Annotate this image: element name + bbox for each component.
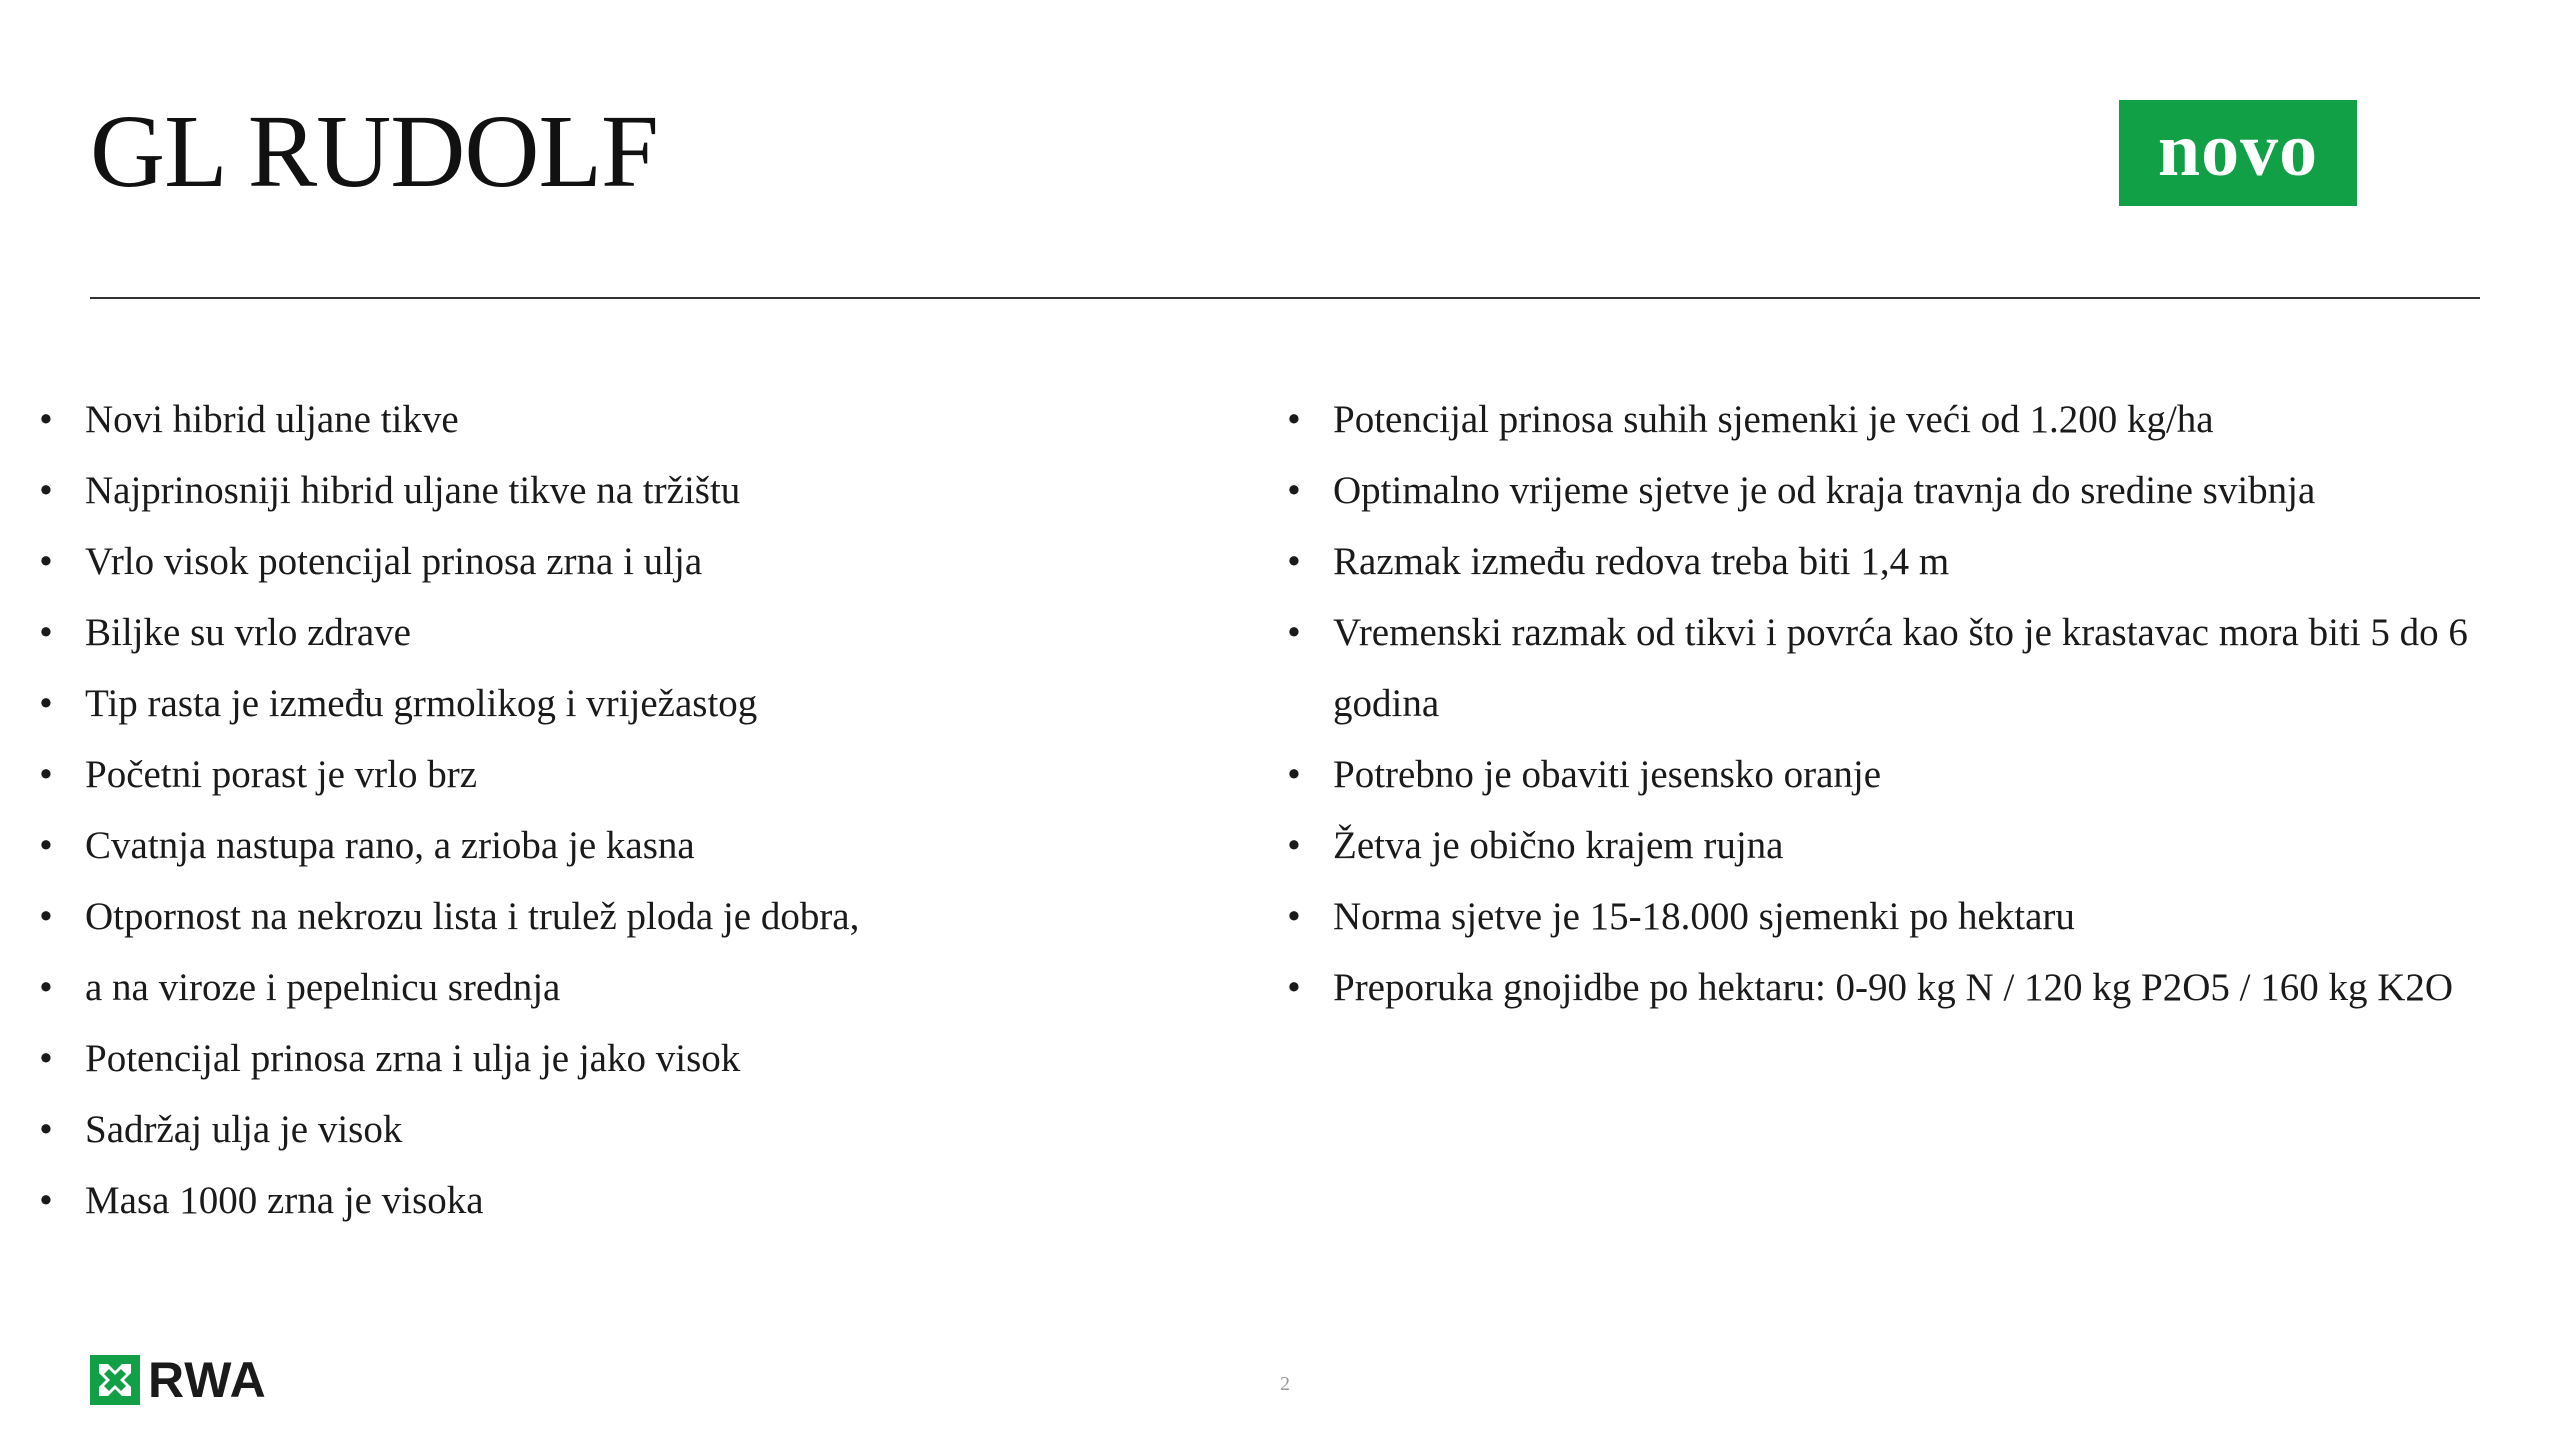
- bullet-item: [1284, 952, 2524, 1023]
- bullet-item: [1284, 881, 2524, 952]
- bullet-item: [1284, 739, 2524, 810]
- bullet-icon: •: [39, 824, 53, 867]
- bullet-icon: •: [39, 895, 53, 938]
- bullet-text: Optimalno vrijeme sjetve je od kraja travnja do sredine svibnja: [1333, 469, 2316, 512]
- bullet-item: [36, 739, 1216, 810]
- bullet-text: Masa 1000 zrna je visoka: [85, 1179, 484, 1222]
- bullet-text: Žetva je obično krajem rujna: [1333, 824, 1784, 867]
- bullet-icon: •: [39, 1108, 53, 1151]
- bullet-item: [1284, 384, 2524, 455]
- bullet-icon: •: [39, 966, 53, 1009]
- bullet-item: [36, 1023, 1216, 1094]
- left-bullet-list: [36, 384, 1216, 1236]
- bullet-item: [36, 455, 1216, 526]
- bullet-text: Vremenski razmak od tikvi i povrća kao što je krastavac mora biti 5 do 6 godina: [1333, 611, 2468, 725]
- bullet-item: [36, 1165, 1216, 1236]
- right-bullet-list: [1284, 384, 2524, 1023]
- bullet-icon: •: [39, 682, 53, 725]
- bullet-icon: •: [39, 1179, 53, 1222]
- bullet-item: [36, 668, 1216, 739]
- bullet-text: a na viroze i pepelnicu srednja: [85, 966, 561, 1009]
- bullet-icon: •: [1287, 966, 1301, 1009]
- bullet-item: [36, 952, 1216, 1023]
- bullet-icon: •: [39, 398, 53, 441]
- bullet-icon: •: [1287, 469, 1301, 512]
- bullet-text: Potencijal prinosa suhih sjemenki je veći od 1.200 kg/ha: [1333, 398, 2214, 441]
- bullet-item: [36, 1094, 1216, 1165]
- bullet-icon: •: [39, 753, 53, 796]
- new-badge: novo: [2119, 100, 2357, 206]
- bullet-icon: •: [1287, 753, 1301, 796]
- title-divider: [90, 297, 2480, 299]
- bullet-item: [1284, 810, 2524, 881]
- bullet-icon: •: [1287, 540, 1301, 583]
- bullet-text: Tip rasta je između grmolikog i vriježastog: [85, 682, 758, 725]
- bullet-icon: •: [1287, 895, 1301, 938]
- bullet-text: Potrebno je obaviti jesensko oranje: [1333, 753, 1882, 796]
- page-number: 2: [1280, 1373, 1290, 1395]
- bullet-item: [36, 881, 1216, 952]
- bullet-text: Sadržaj ulja je visok: [85, 1108, 403, 1151]
- bullet-icon: •: [1287, 611, 1301, 654]
- bullet-text: Cvatnja nastupa rano, a zrioba je kasna: [85, 824, 695, 867]
- bullet-icon: •: [1287, 398, 1301, 441]
- rwa-logo: [90, 1352, 267, 1408]
- bullet-text: Biljke su vrlo zdrave: [85, 611, 411, 654]
- bullet-item: [36, 384, 1216, 455]
- bullet-text: Preporuka gnojidbe po hektaru: 0-90 kg N / 120 kg P2O5 / 160 kg K2O: [1333, 966, 2454, 1009]
- logo-text: RWA: [148, 1352, 267, 1408]
- bullet-item: [36, 597, 1216, 668]
- bullet-text: Vrlo visok potencijal prinosa zrna i ulja: [85, 540, 703, 583]
- bullet-item: [36, 526, 1216, 597]
- bullet-item: [1284, 455, 2524, 526]
- bullet-text: Otpornost na nekrozu lista i trulež ploda je dobra,: [85, 895, 860, 938]
- bullet-text: Razmak između redova treba biti 1,4 m: [1333, 540, 1950, 583]
- bullet-text: Norma sjetve je 15-18.000 sjemenki po hektaru: [1333, 895, 2075, 938]
- bullet-item: [36, 810, 1216, 881]
- bullet-item: [1284, 526, 2524, 597]
- rwa-cross-logo-icon: [90, 1355, 140, 1405]
- bullet-text: Najprinosniji hibrid uljane tikve na tržištu: [85, 469, 741, 512]
- bullet-text: Početni porast je vrlo brz: [85, 753, 478, 796]
- bullet-icon: •: [39, 540, 53, 583]
- bullet-text: Novi hibrid uljane tikve: [85, 398, 459, 441]
- bullet-icon: •: [1287, 824, 1301, 867]
- slide-title: GL RUDOLF: [90, 94, 658, 209]
- bullet-icon: •: [39, 611, 53, 654]
- bullet-icon: •: [39, 469, 53, 512]
- bullet-text: Potencijal prinosa zrna i ulja je jako visok: [85, 1037, 741, 1080]
- bullet-item: [1284, 597, 2524, 739]
- bullet-icon: •: [39, 1037, 53, 1080]
